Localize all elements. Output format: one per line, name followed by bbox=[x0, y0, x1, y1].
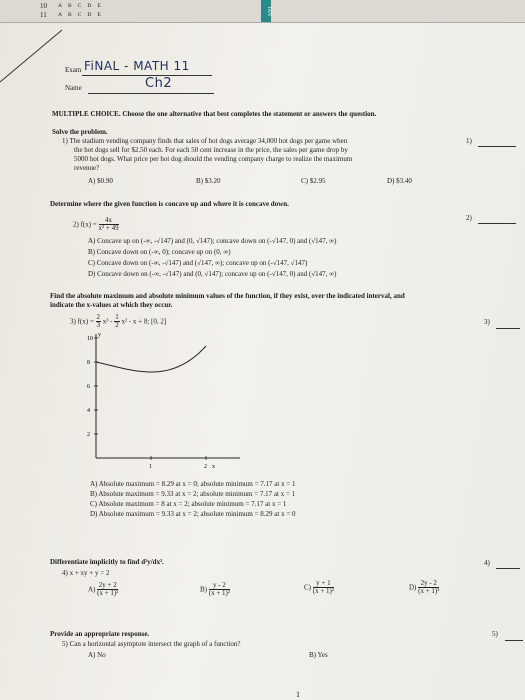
x-axis-label: x bbox=[212, 464, 215, 470]
q4-choice-c[interactable]: C) $\frac{y + 1}{\text{(x + 1)²}}$ bbox=[304, 579, 334, 596]
exam-label: Exam bbox=[65, 66, 82, 74]
q3-graph bbox=[80, 330, 260, 480]
q5-choice-b[interactable]: B) Yes bbox=[309, 651, 328, 659]
y-tick-label: 6 bbox=[87, 384, 90, 390]
function-curve bbox=[96, 346, 206, 372]
solve-heading: Solve the problem. bbox=[52, 128, 108, 136]
y-tick-label: 10 bbox=[87, 336, 93, 342]
q2-prompt: Determine where the given function is concave up and where it is concave down. bbox=[50, 200, 289, 208]
q1-answer-number: 1) bbox=[466, 137, 472, 145]
exam-title-handwritten: FiNAL - MATH 11 bbox=[84, 59, 190, 73]
q1-choice-c[interactable]: C) $2.95 bbox=[301, 177, 326, 185]
q3-choice-d[interactable]: D) Absolute maximum = 9.33 at x = 2; absolute minimum = 8.29 at x = 0 bbox=[90, 510, 296, 518]
name-underline[interactable] bbox=[88, 93, 214, 94]
q2-fraction: $\frac{4x}{\text{x² + 49}}$ bbox=[98, 216, 119, 233]
q4-choice-d[interactable]: D) $\frac{2y - 2}{\text{(x + 1)²}}$ bbox=[409, 579, 440, 596]
q1-choice-a[interactable]: A) $0.90 bbox=[88, 177, 113, 185]
page-number: 1 bbox=[296, 690, 300, 699]
q1-answer-blank[interactable] bbox=[478, 146, 516, 147]
q2-answer-number: 2) bbox=[466, 214, 472, 222]
mc-instructions: MULTIPLE CHOICE. Choose the one alternative that best completes the statement or answers the question. bbox=[52, 110, 377, 118]
q2-answer-blank[interactable] bbox=[478, 223, 516, 224]
stray-diagonal-line bbox=[0, 0, 525, 90]
q1-choice-d[interactable]: D) $3.40 bbox=[387, 177, 412, 185]
answer-row-10-bubbles[interactable]: A B C D E bbox=[58, 3, 101, 9]
y-tick-label: 4 bbox=[87, 408, 90, 414]
x-tick-label: 2 bbox=[204, 464, 207, 470]
q5-text: 5) Can a horizontal asymptote intersect the graph of a function? bbox=[62, 640, 241, 648]
q3-choice-c[interactable]: C) Absolute maximum = 8 at x = 2; absolute minimum = 7.17 at x = 1 bbox=[90, 500, 287, 508]
q3-prompt-line2: indicate the x-values at which they occur. bbox=[50, 301, 173, 309]
q5-prompt: Provide an appropriate response. bbox=[50, 630, 150, 638]
q4-choice-a[interactable]: A) $\frac{2y + 2}{\text{(x + 1)²}}$ bbox=[88, 581, 119, 598]
y-tick-label: 8 bbox=[87, 360, 90, 366]
y-axis-label: y bbox=[98, 332, 101, 338]
q4-choice-b[interactable]: B) $\frac{y - 2}{\text{(x + 1)²}}$ bbox=[200, 581, 230, 598]
q4-answer-blank[interactable] bbox=[496, 568, 520, 569]
q5-answer-number: 5) bbox=[492, 630, 498, 638]
q1-line3: 5000 hot dogs. What price per hot dog should the vending company charge to realize the maximum bbox=[74, 155, 353, 163]
q3-answer-number: 3) bbox=[484, 318, 490, 326]
name-handwritten: Ch2 bbox=[145, 76, 173, 91]
q1-line4: revenue? bbox=[74, 164, 100, 172]
y-tick-label: 2 bbox=[87, 432, 90, 438]
q3-function: 3) f(x) = $\frac{2}{3}$ x³ - $\frac{1}{2}$ x² - x + 8; [0, 2] bbox=[70, 313, 167, 330]
q2-choice-a[interactable]: A) Concave up on (-∞, -√147) and (0, √147); concave down on (-√147, 0) and (√147, ∞) bbox=[88, 237, 337, 245]
q3-prompt-line1: Find the absolute maximum and absolute minimum values of the function, if they exist, over the indicated interval, and bbox=[50, 292, 405, 300]
q2-choice-d[interactable]: D) Concave down on (-∞, -√147) and (0, √147); concave up on (-√147, 0) and (√147, ∞) bbox=[88, 270, 337, 278]
q1-line2: the hot dogs sell for $2.50 each. For each 50 cent increase in the price, the sales per game drop by bbox=[74, 146, 348, 154]
name-label: Name bbox=[65, 84, 82, 92]
q4-answer-number: 4) bbox=[484, 559, 490, 567]
q3-answer-blank[interactable] bbox=[496, 328, 520, 329]
answer-row-11-number: 11 bbox=[40, 11, 47, 19]
q4-prompt: Differentiate implicitly to find d²y/dx². bbox=[50, 558, 164, 566]
q1-line1: 1) The stadium vending company finds that sales of hot dogs average 34,000 hot dogs per game when bbox=[62, 137, 348, 145]
q5-choice-a[interactable]: A) No bbox=[88, 651, 106, 659]
answer-row-10-number: 10 bbox=[40, 2, 47, 10]
q1-choice-b[interactable]: B) $3.20 bbox=[196, 177, 221, 185]
x-tick-label: 1 bbox=[149, 464, 152, 470]
q2-choice-b[interactable]: B) Concave down on (-∞, 0); concave up on (0, ∞) bbox=[88, 248, 231, 256]
q2-function: 2) f(x) = $\frac{4x}{\text{x² + 49}}$ bbox=[73, 216, 119, 233]
q4-equation: 4) x + xy + y = 2 bbox=[62, 569, 110, 577]
answer-row-11-bubbles[interactable]: A B C D E bbox=[58, 12, 101, 18]
q3-choice-b[interactable]: B) Absolute maximum = 9.33 at x = 2; absolute minimum = 7.17 at x = 1 bbox=[90, 490, 296, 498]
q3-choice-a[interactable]: A) Absolute maximum = 8.29 at x = 0; absolute minimum = 7.17 at x = 1 bbox=[90, 480, 296, 488]
answer-sheet-tab: TAN bbox=[261, 0, 271, 22]
q5-answer-blank[interactable] bbox=[505, 640, 523, 641]
q2-choice-c[interactable]: C) Concave down on (-∞, -√147) and (√147, ∞); concave up on (-√147, √147) bbox=[88, 259, 308, 267]
